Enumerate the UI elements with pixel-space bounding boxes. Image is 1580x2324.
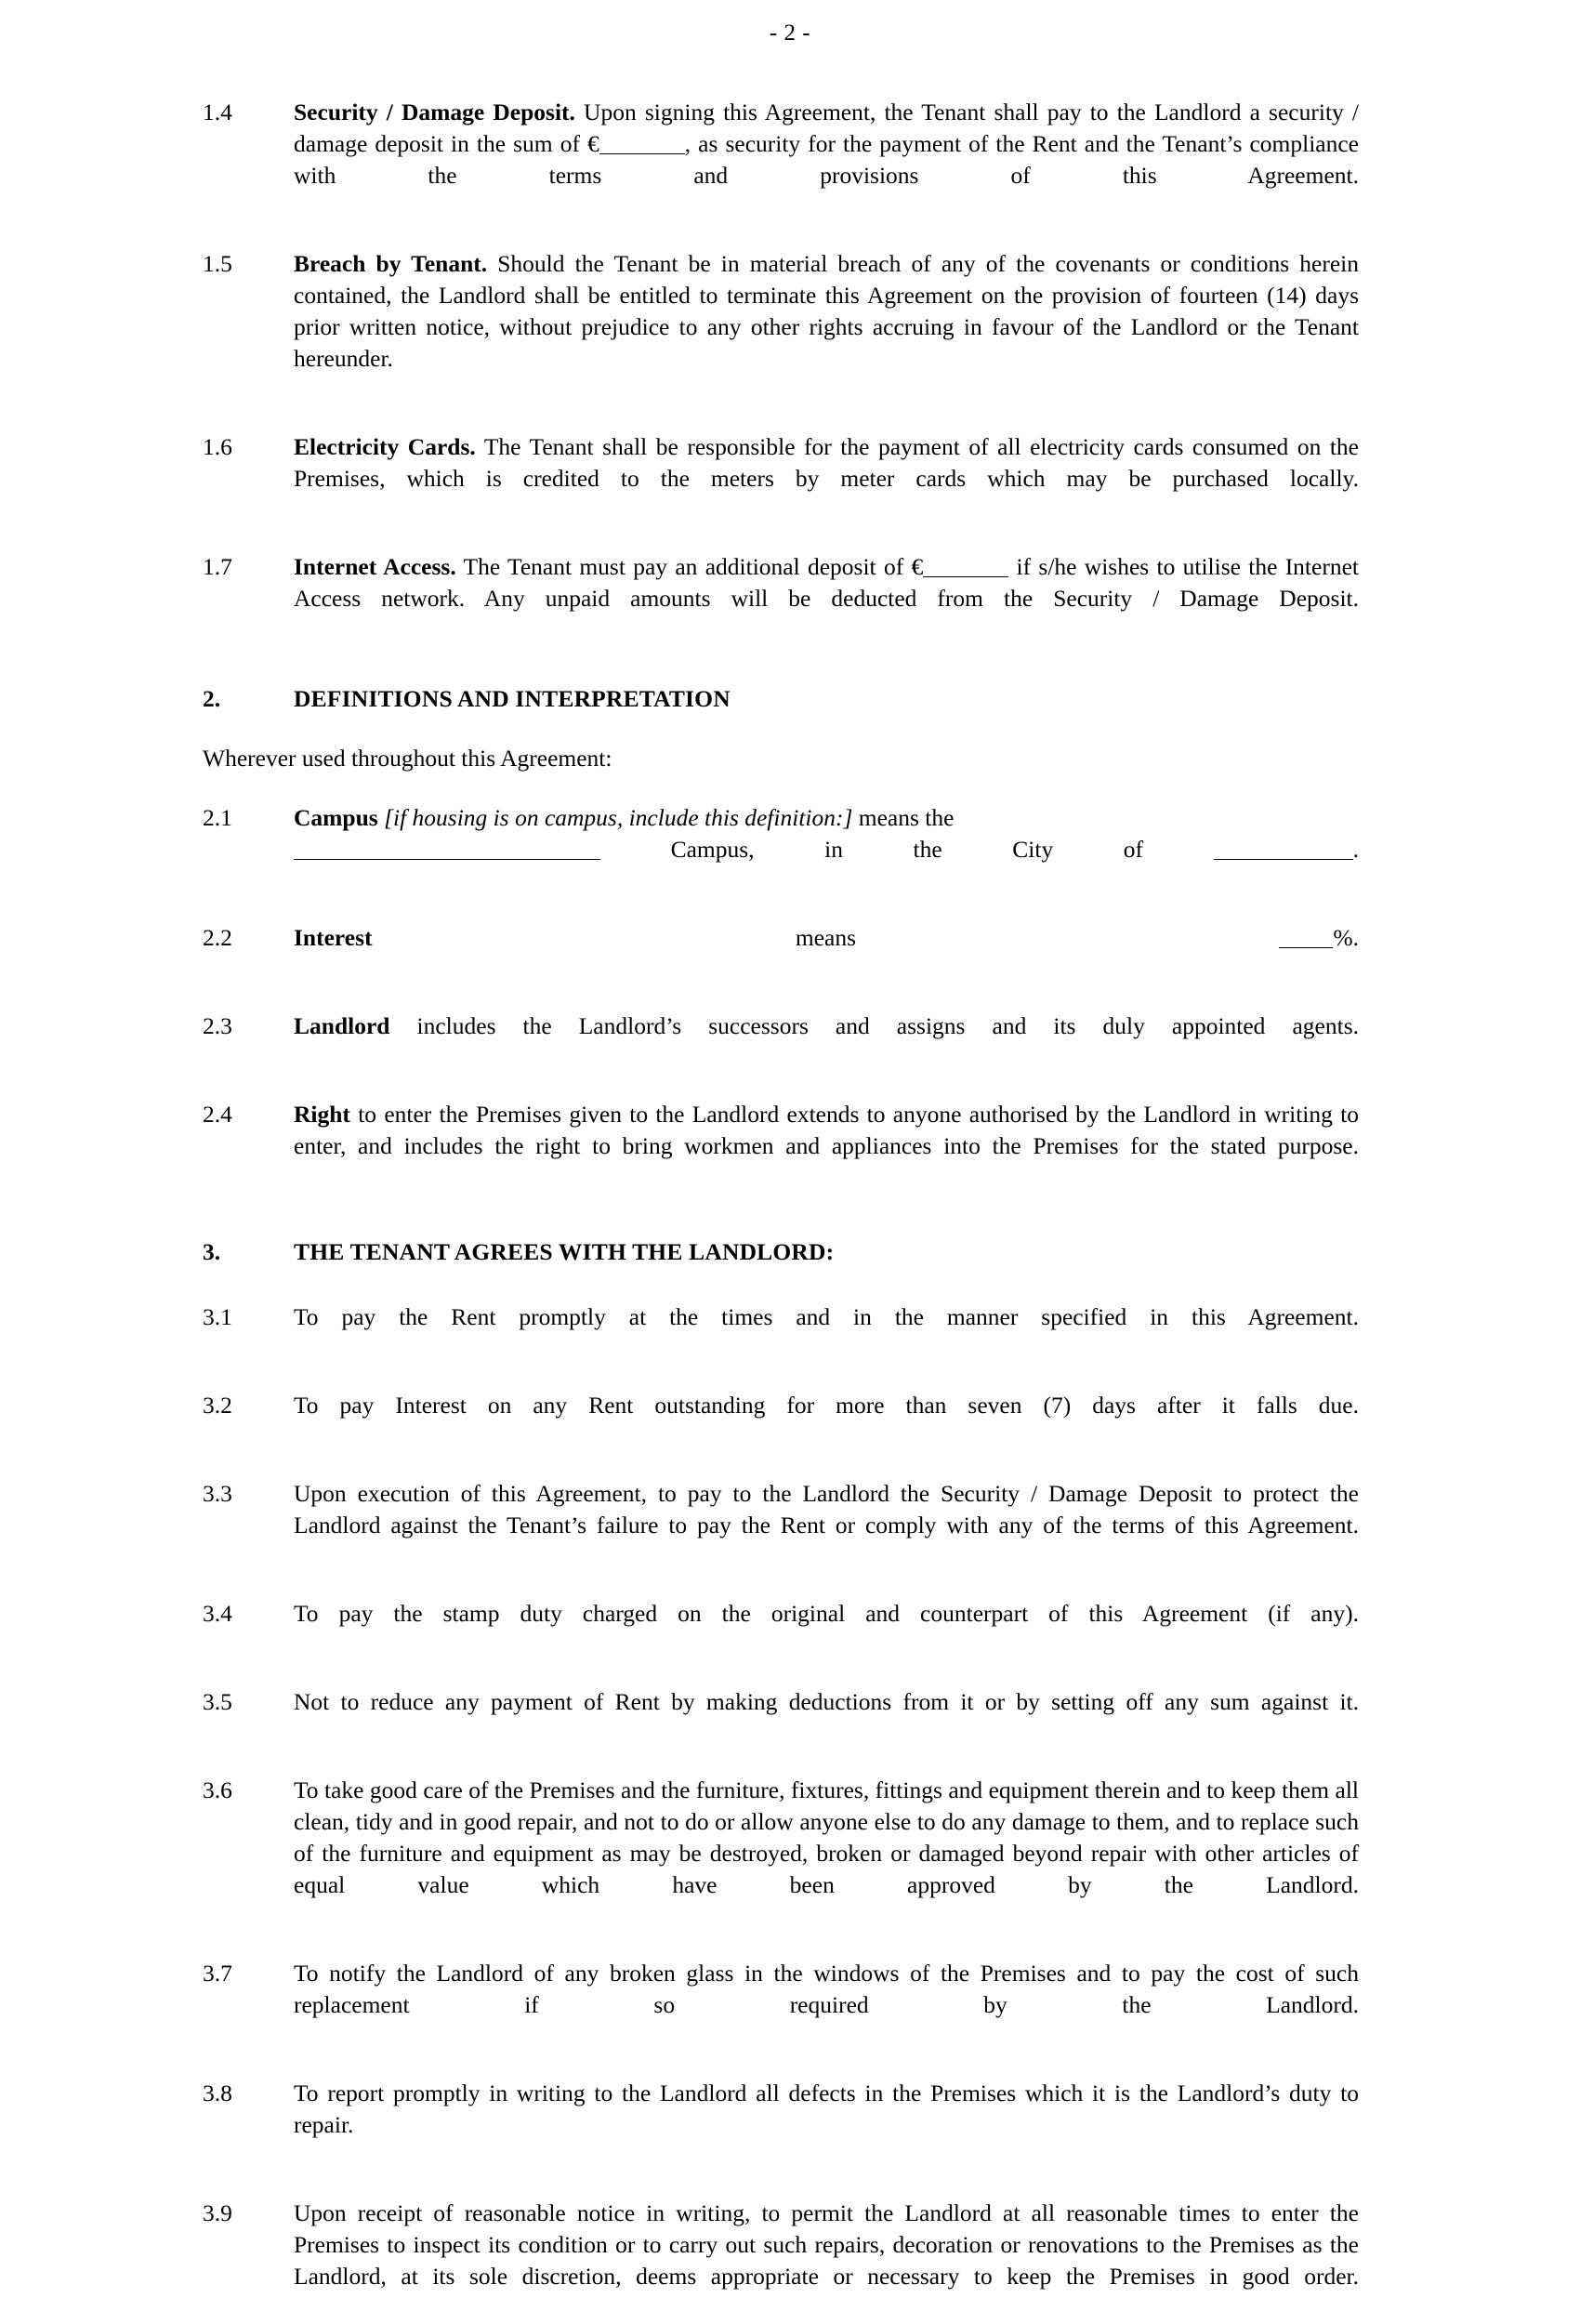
deposit-amount-blank[interactable] (599, 133, 685, 154)
clause-text (294, 248, 1359, 406)
clause-lead-term: Interest (294, 924, 373, 951)
page-number: - 2 - (769, 20, 811, 46)
clause-text: Upon receipt of reasonable notice in writing, to permit the Landlord at all reasonable times to enter the Premises to inspect its condition or to carry out such repairs, decoration or renovations to the Premises as the Landlord, at its sole discretion, deems appropriate or necessary to keep the Premises in good order. (294, 2199, 1359, 2290)
clause-lead-term: Electricity Cards. (294, 433, 476, 460)
clause-text (294, 431, 1359, 526)
clause-number: 3.9 (203, 2199, 232, 2226)
clause-3-5 (203, 1686, 1359, 1750)
clause-body-text: The Tenant shall be responsible for the payment of all electricity cards consumed on the Premises, which is credited to the meters by meter cards which may be purchased locally. (294, 433, 1359, 492)
clause-number: 1.6 (203, 433, 232, 460)
clause-text: To report promptly in writing to the Landlord all defects in the Premises which it is the Landlord’s duty to repair. (294, 2080, 1359, 2138)
clause-text-before-blank: The Tenant must pay an additional deposit of € (455, 553, 924, 580)
clause-3-3 (203, 1478, 1359, 1573)
clause-number: 3.1 (203, 1303, 232, 1330)
clause-text (294, 1010, 1359, 1074)
clause-text: Not to reduce any payment of Rent by making deductions from it or by setting off any sum against it. (294, 1688, 1359, 1715)
clause-text: Upon execution of this Agreement, to pay to the Landlord the Security / Damage Deposit to protect the Landlord against the Tenant’s failure to pay the Rent or comply with any of the terms of this Agreement. (294, 1480, 1359, 1538)
clause-text: To notify the Landlord of any broken glass in the windows of the Premises and to pay the cost of such replacement if so required by the Landlord. (294, 1960, 1359, 2018)
clause-1-6 (203, 431, 1359, 526)
clause-number: 3.2 (203, 1392, 232, 1419)
clause-text-after-blank: %. (1333, 924, 1359, 951)
section-3-heading (203, 1236, 1359, 1268)
clause-text-before-blank: Upon signing this Agreement, the Tenant shall pay to the Landlord a security / damage deposit in the sum of € (294, 99, 1359, 157)
section-2-heading (203, 683, 1359, 715)
clause-number: 3.8 (203, 2080, 232, 2106)
clause-2-4 (203, 1099, 1359, 1194)
clause-number: 3.5 (203, 1688, 232, 1715)
clause-2-3 (203, 1010, 1359, 1074)
city-name-blank[interactable] (1214, 838, 1353, 860)
clause-text: To pay the Rent promptly at the times and in the manner specified in this Agreement. (294, 1303, 1359, 1330)
clause-3-8 (203, 2078, 1359, 2172)
clause-body-text: includes the Landlord’s successors and assigns and its duly appointed agents. (389, 1012, 1359, 1039)
clause-text (294, 1099, 1359, 1194)
clause-number: 3.3 (203, 1480, 232, 1507)
clause-3-4 (203, 1598, 1359, 1661)
clause-3-9 (203, 2198, 1359, 2324)
clause-2-1 (203, 802, 1359, 897)
clause-lead-term: Internet Access. (294, 553, 456, 580)
clause-number: 1.5 (203, 250, 232, 277)
clause-line2-mid: Campus, in the City of (600, 836, 1214, 863)
clause-text: To pay Interest on any Rent outstanding for more than seven (7) days after it falls due. (294, 1392, 1359, 1419)
clause-bracket-instruction: [if housing is on campus, include this definition:] (384, 804, 853, 831)
clause-text (294, 97, 1359, 223)
clause-number: 1.7 (203, 553, 232, 580)
clause-body-text: to enter the Premises given to the Landlord extends to anyone authorised by the Landlord in writing to enter, and includes the right to bring workmen and appliances into the Premises for the stated purpose. (294, 1101, 1359, 1159)
clause-3-1 (203, 1301, 1359, 1365)
section-2-intro: Wherever used throughout this Agreement: (203, 745, 612, 772)
clause-3-7 (203, 1958, 1359, 2053)
section-title: DEFINITIONS AND INTERPRETATION (294, 685, 731, 712)
clause-1-4 (203, 97, 1359, 223)
clause-text-before-blank: means (372, 924, 1280, 951)
clause-number: 3.7 (203, 1960, 232, 1987)
clause-after-italic: means the (852, 804, 955, 831)
campus-name-blank[interactable] (294, 838, 600, 860)
clause-lead-term: Breach by Tenant. (294, 250, 488, 277)
clause-3-2 (203, 1390, 1359, 1453)
clause-1-5 (203, 248, 1359, 406)
clause-body-text: Should the Tenant be in material breach of any of the covenants or conditions herein contained, the Landlord shall be entitled to terminate this Agreement on the provision of fourteen (14) days prior written notice, without prejudice to any other rights accruing in favour of the Landlord or the Tenant hereunder. (294, 250, 1359, 372)
clause-number: 2.4 (203, 1101, 232, 1128)
page-content (203, 97, 1359, 2324)
clause-1-7 (203, 551, 1359, 646)
section-title: THE TENANT AGREES WITH THE LANDLORD: (294, 1238, 835, 1265)
clause-lead-term: Security / Damage Deposit. (294, 99, 575, 125)
clause-text: To pay the stamp duty charged on the original and counterpart of this Agreement (if any). (294, 1600, 1359, 1627)
clause-number: 2.1 (203, 804, 232, 831)
section-number: 2. (203, 685, 221, 712)
clause-lead-term: Landlord (294, 1012, 390, 1039)
clause-lead-term: Campus (294, 804, 378, 831)
clause-text-after-blank: , as security for the payment of the Rent and the Tenant’s compliance with the terms and provisions of this Agreement. (294, 130, 1359, 189)
clause-number: 1.4 (203, 99, 232, 125)
clause-text-after-blank: if s/he wishes to utilise the Internet Access network. Any unpaid amounts will be deducted from the Security / Damage Deposit. (294, 553, 1359, 612)
interest-rate-blank[interactable] (1279, 927, 1333, 948)
clause-text (294, 922, 1359, 985)
clause-2-2 (203, 922, 1359, 985)
clause-number: 2.3 (203, 1012, 232, 1039)
clause-lead-term: Right (294, 1101, 350, 1128)
clause-text (294, 802, 1359, 897)
clause-number: 3.4 (203, 1600, 232, 1627)
internet-deposit-blank[interactable] (923, 556, 1008, 577)
clause-line2-end: . (1352, 836, 1359, 863)
clause-number: 3.6 (203, 1776, 232, 1803)
clause-number: 2.2 (203, 924, 232, 951)
section-number: 3. (203, 1238, 221, 1265)
clause-3-6 (203, 1775, 1359, 1933)
clause-text: To take good care of the Premises and the furniture, fixtures, fittings and equipment therein and to keep them all clean, tidy and in good repair, and not to do or allow anyone else to do any damage to them, and to replace such of the furniture and equipment as may be destroyed, broken or damaged beyond repair with other articles of equal value which have been approved by the Landlord. (294, 1776, 1359, 1898)
clause-text (294, 551, 1359, 646)
